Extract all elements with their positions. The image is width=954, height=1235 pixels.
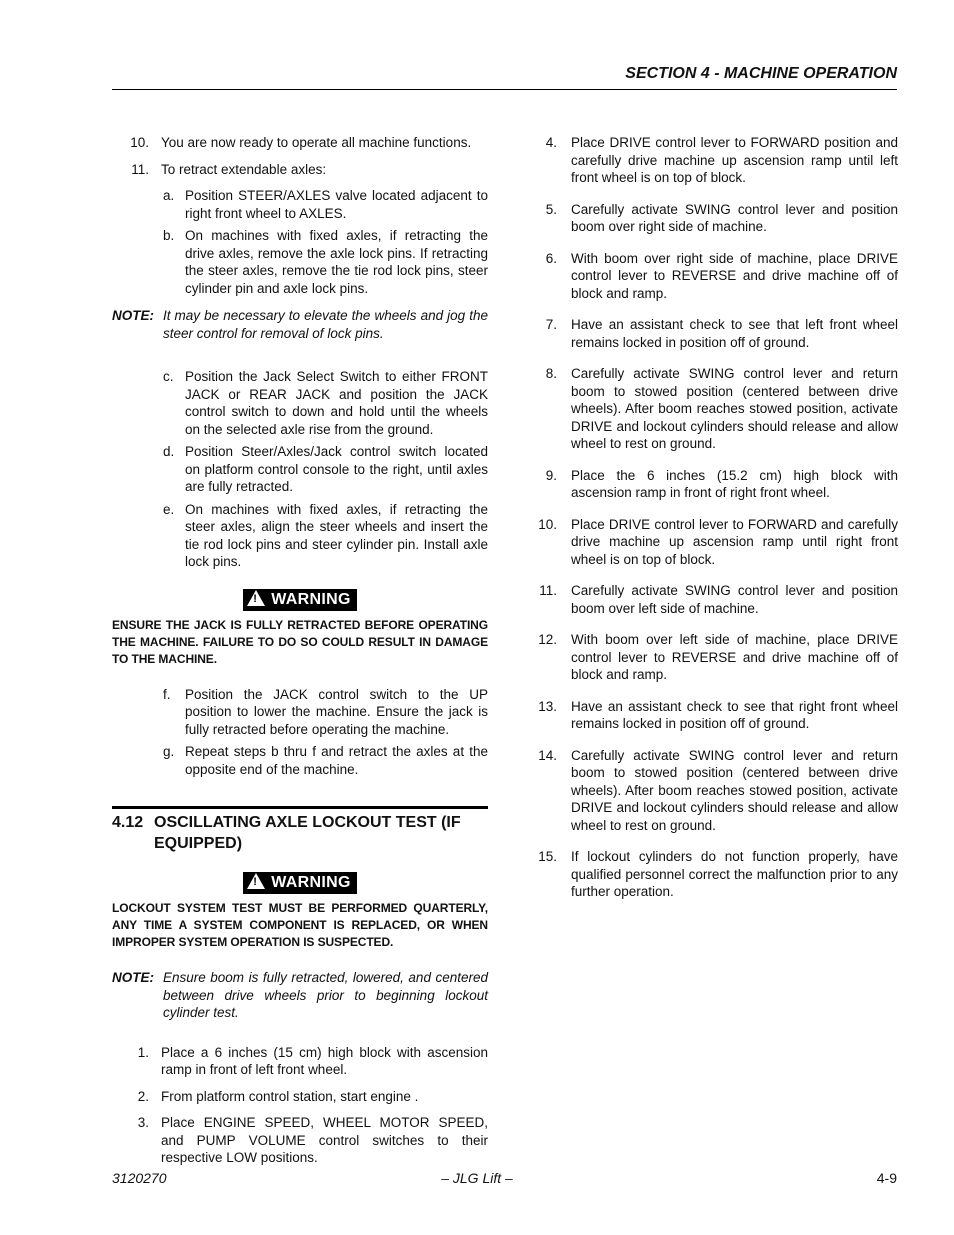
warning-banner <box>112 589 488 611</box>
item-number: 8. <box>545 366 557 381</box>
sub-text: Position the JACK control switch to the UP position to lower the machine. Ensure the jack is fully retracted before operating the machine. <box>185 686 488 737</box>
item-number: 14. <box>538 747 557 763</box>
list-item <box>112 1044 488 1079</box>
footer-doc-number: 3120270 <box>112 1170 167 1186</box>
item-text: Carefully activate SWING control lever and position boom over left side of machine. <box>571 583 898 616</box>
warning-label: WARNING <box>271 874 351 891</box>
sub-item <box>112 686 488 739</box>
sub-item <box>112 227 488 297</box>
list-item <box>536 201 898 236</box>
list-item <box>536 631 898 684</box>
note <box>112 307 488 342</box>
sub-item <box>112 443 488 496</box>
list-item <box>112 1088 488 1106</box>
item-text: With boom over right side of machine, place DRIVE control lever to REVERSE and drive machine off of block and ramp. <box>571 250 898 301</box>
item-text: Place DRIVE control lever to FORWARD and carefully drive machine up ascension ramp until right front wheel is on top of block. <box>571 516 898 567</box>
item-number: 4. <box>545 135 557 150</box>
sub-text: Position the Jack Select Switch to either FRONT JACK or REAR JACK and position the JACK control switch to down and hold until the wheels on the selected axle rise from the ground. <box>185 369 488 437</box>
sub-item <box>112 187 488 222</box>
item-number: 7. <box>545 317 557 332</box>
note-text: It may be necessary to elevate the wheels and jog the steer control for removal of lock pins. <box>163 308 488 341</box>
note <box>112 969 488 1022</box>
section-number: 4.12 <box>112 814 144 831</box>
item-number: 2. <box>137 1088 149 1104</box>
note-text: Ensure boom is fully retracted, lowered, and centered between drive wheels prior to beginning lockout cylinder test. <box>163 970 488 1020</box>
list-item <box>536 848 898 901</box>
item-text: Have an assistant check to see that left front wheel remains locked in position off of ground. <box>571 317 898 350</box>
item-number: 5. <box>545 201 557 217</box>
header-rule <box>112 89 897 90</box>
sub-item <box>112 743 488 778</box>
item-text: If lockout cylinders do not function properly, have qualified personnel correct the malfunction prior to any further operation. <box>571 849 898 899</box>
item-number: 10. <box>130 135 149 150</box>
item-text: Carefully activate SWING control lever and position boom over right side of machine. <box>571 201 898 234</box>
sub-letter: f. <box>163 686 171 702</box>
item-number: 3. <box>137 1115 149 1130</box>
item-text: Place DRIVE control lever to FORWARD position and carefully drive machine up ascension ramp until left front wheel is on top of block. <box>571 135 898 185</box>
sub-letter: a. <box>163 188 175 203</box>
sub-letter: c. <box>163 369 174 384</box>
list-item <box>536 467 898 502</box>
item-number: 1. <box>137 1044 149 1060</box>
item-text: Place a 6 inches (15 cm) high block with ascension ramp in front of left front wheel. <box>161 1044 488 1077</box>
item-number: 15. <box>538 849 557 864</box>
note-label: NOTE: <box>112 308 154 323</box>
list-item <box>112 1114 488 1167</box>
item-number: 10. <box>538 516 557 532</box>
list-item <box>536 516 898 569</box>
section-heading <box>112 806 488 854</box>
item-text: Carefully activate SWING control lever and return boom to stowed position (centered between drive wheels). After boom reaches stowed position, activate DRIVE and lockout cylinders should release and allow wheel to rest on ground. <box>571 747 898 833</box>
item-text: To retract extendable axles: <box>161 161 327 177</box>
warning-banner <box>112 872 488 894</box>
list-item <box>536 747 898 835</box>
list-item <box>112 134 488 152</box>
left-column <box>112 134 488 1176</box>
sub-letter: g. <box>163 744 175 759</box>
item-number: 11. <box>131 161 149 177</box>
item-text: Place the 6 inches (15.2 cm) high block with ascension ramp in front of right front wheel. <box>571 467 898 500</box>
sub-letter: b. <box>163 228 175 243</box>
warning-text: ENSURE THE JACK IS FULLY RETRACTED BEFORE OPERATING THE MACHINE. FAILURE TO DO SO COULD RESULT IN DAMAGE TO THE MACHINE. <box>112 617 488 666</box>
right-column <box>536 134 898 915</box>
item-text: From platform control station, start engine . <box>161 1088 419 1104</box>
section-title: OSCILLATING AXLE LOCKOUT TEST (IF EQUIPPED) <box>154 814 461 852</box>
list-item <box>536 365 898 453</box>
item-number: 11. <box>539 583 557 598</box>
list-item <box>536 582 898 617</box>
item-number: 12. <box>538 632 557 647</box>
sub-item <box>112 501 488 571</box>
list-item <box>536 250 898 303</box>
warning-label: WARNING <box>271 590 351 608</box>
note-label: NOTE: <box>112 970 154 985</box>
item-text: Have an assistant check to see that right front wheel remains locked in position off of ground. <box>571 698 898 731</box>
item-number: 6. <box>545 250 557 266</box>
item-text: Place ENGINE SPEED, WHEEL MOTOR SPEED, and PUMP VOLUME control switches to their respective LOW positions. <box>161 1115 488 1165</box>
item-text: Carefully activate SWING control lever and return boom to stowed position (centered between drive wheels). After boom reaches stowed position, activate DRIVE and lockout cylinders should release and allow wheel to rest on ground. <box>571 366 898 451</box>
sub-letter: e. <box>163 501 175 517</box>
list-item <box>536 134 898 187</box>
warning-text: LOCKOUT SYSTEM TEST MUST BE PERFORMED QUARTERLY, ANY TIME A SYSTEM COMPONENT IS REPLACED, OR WHEN IMPROPER SYSTEM OPERATION IS SUSPECTED. <box>112 901 488 949</box>
warning-triangle-icon: ! <box>247 590 265 606</box>
sub-letter: d. <box>163 444 175 459</box>
item-text: You are now ready to operate all machine functions. <box>161 135 472 150</box>
item-number: 9. <box>545 467 557 483</box>
item-text: With boom over left side of machine, place DRIVE control lever to REVERSE and drive machine off of block and ramp. <box>571 632 898 682</box>
sub-text: On machines with fixed axles, if retracting the drive axles, remove the axle lock pins. If retracting the steer axles, remove the tie rod lock pins, steer cylinder pin and axle lock pins. <box>185 228 488 296</box>
sub-item <box>112 368 488 438</box>
sub-text: Repeat steps b thru f and retract the axles at the opposite end of the machine. <box>185 744 488 777</box>
sub-text: Position Steer/Axles/Jack control switch located on platform control console to the right, until axles are fully retracted. <box>185 444 488 494</box>
list-item <box>112 161 488 179</box>
section-header: SECTION 4 - MACHINE OPERATION <box>625 65 897 82</box>
sub-text: On machines with fixed axles, if retracting the steer axles, align the steer wheels and insert the tie rod lock pins and steer cylinder pin. Install axle lock pins. <box>185 501 488 569</box>
footer-page-number: 4-9 <box>876 1170 897 1186</box>
sub-text: Position STEER/AXLES valve located adjacent to right front wheel to AXLES. <box>185 188 488 221</box>
footer-center: – JLG Lift – <box>441 1170 513 1186</box>
list-item <box>536 316 898 351</box>
item-number: 13. <box>538 698 557 714</box>
warning-triangle-icon: ! <box>247 873 265 889</box>
list-item <box>536 698 898 733</box>
